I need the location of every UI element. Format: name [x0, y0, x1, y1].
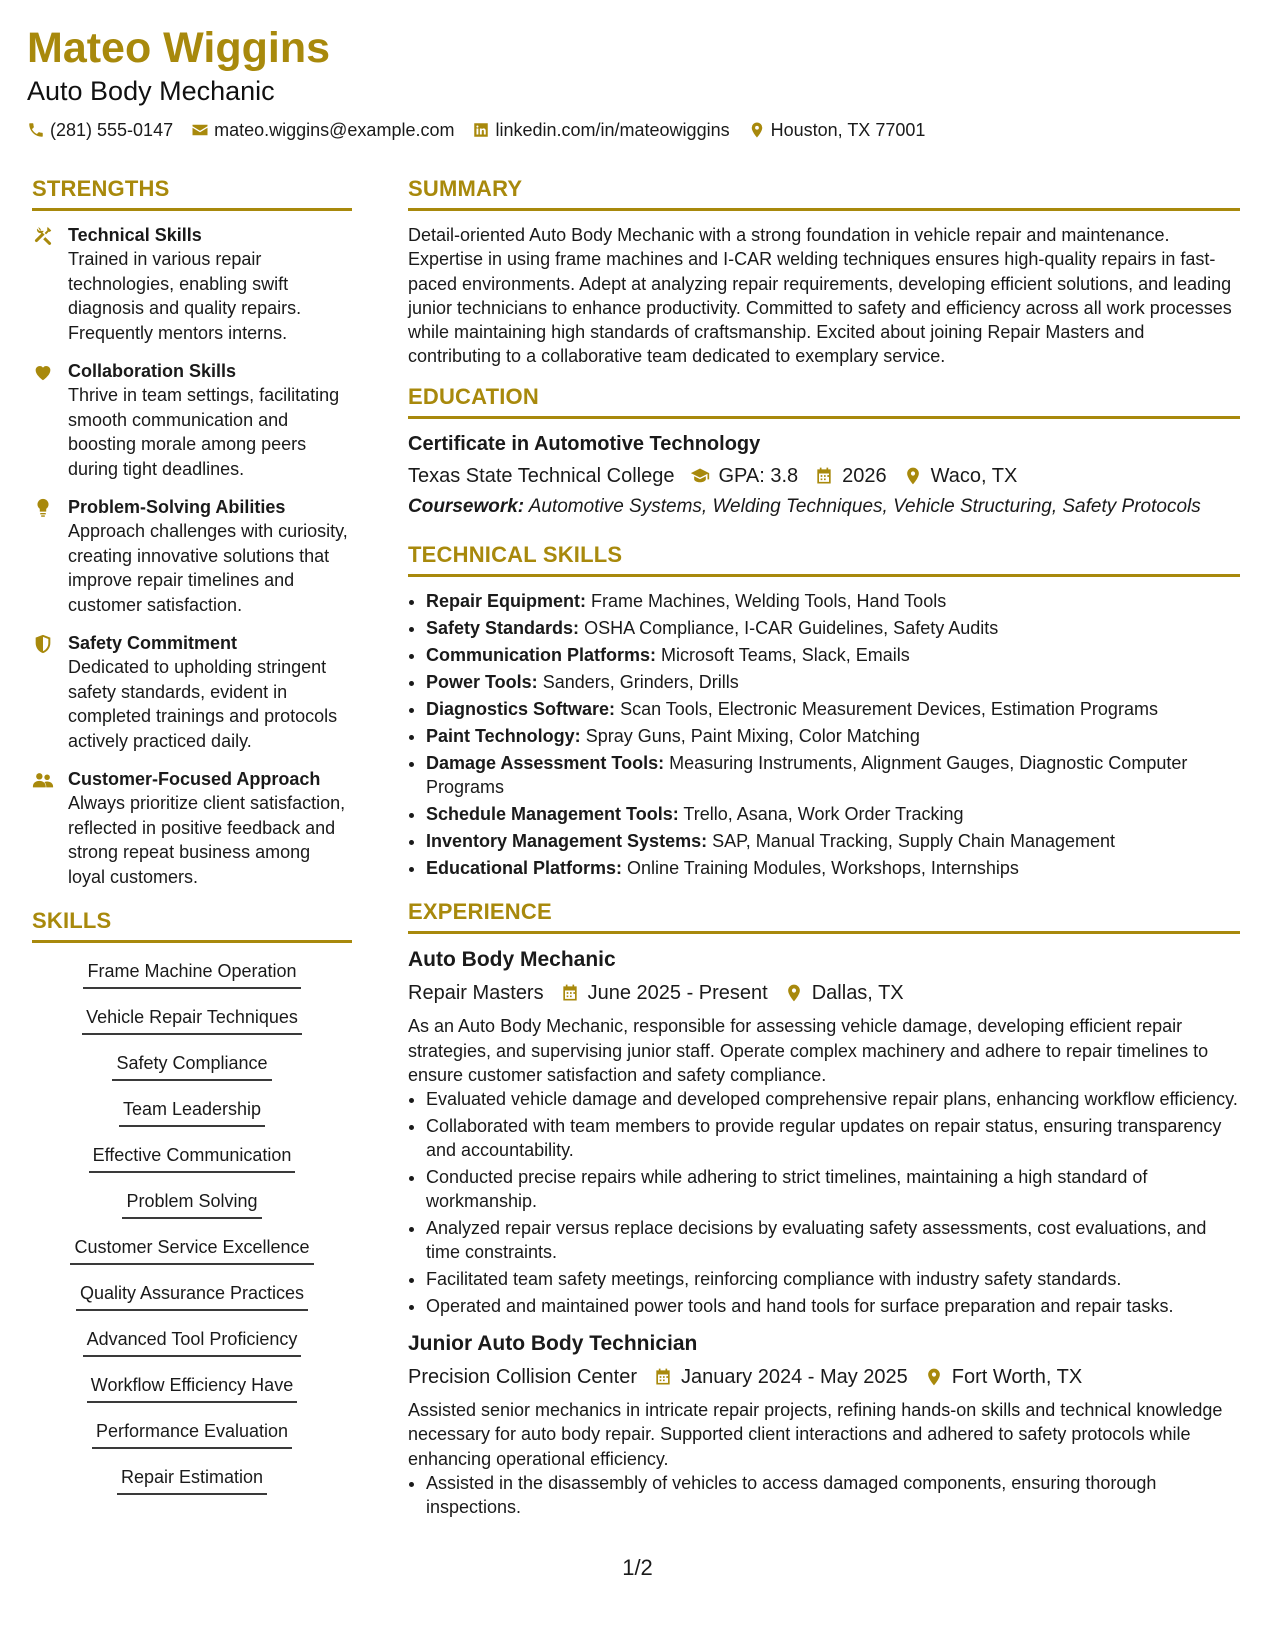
list-item — [426, 589, 1240, 613]
skill-label: Communication Platforms: — [426, 645, 657, 666]
job-entry — [408, 946, 1240, 1318]
strength-item — [32, 631, 352, 753]
edu-school: Texas State Technical College — [408, 464, 675, 487]
calendar-icon — [653, 1367, 673, 1387]
job-location: Dallas, TX — [811, 982, 904, 1005]
skill-label: Safety Standards: — [426, 618, 580, 639]
list-item — [426, 724, 1240, 748]
strength-desc: Approach challenges with curiosity, creating innovative solutions that improve repair timelines and customer satisfaction. — [68, 521, 348, 615]
email-text: mateo.wiggins@example.com — [214, 120, 455, 140]
skill-label: Paint Technology: — [426, 726, 581, 747]
candidate-role: Auto Body Mechanic — [27, 76, 275, 106]
skill-tag: Customer Service Excellence — [70, 1235, 313, 1265]
skill-value: SAP, Manual Tracking, Supply Chain Management — [712, 831, 1116, 852]
strength-title: Technical Skills — [68, 225, 202, 245]
skill-value: Microsoft Teams, Slack, Emails — [661, 645, 910, 666]
strength-item — [32, 359, 352, 481]
list-item: • Assisted in the disassembly of vehicles to access damaged components, ensuring thorough inspections. — [426, 1471, 1240, 1519]
calendar-icon — [814, 466, 834, 486]
users-icon — [32, 769, 54, 791]
skill-value: Online Training Modules, Workshops, Internships — [627, 858, 1019, 879]
skill-tag: Frame Machine Operation — [83, 959, 300, 989]
skill-tag: Repair Estimation — [117, 1465, 267, 1495]
edu-location: Waco, TX — [930, 464, 1018, 487]
left-column — [32, 175, 352, 1511]
job-bullets — [408, 1087, 1240, 1318]
edu-degree: Certificate in Automotive Technology — [408, 432, 761, 455]
skills-heading: SKILLS — [32, 907, 352, 943]
skill-value: Spray Guns, Paint Mixing, Color Matching — [585, 726, 920, 747]
skill-value: Sanders, Grinders, Drills — [542, 672, 739, 693]
strength-item — [32, 495, 352, 617]
skill-tag: Advanced Tool Proficiency — [83, 1327, 302, 1357]
contact-location — [748, 118, 926, 142]
job-meta — [408, 1362, 1240, 1392]
tools-icon — [32, 225, 54, 247]
edu-gpa: GPA: 3.8 — [718, 464, 799, 487]
strength-title: Customer-Focused Approach — [68, 769, 321, 789]
job-title: Junior Auto Body Technician — [408, 1332, 698, 1356]
map-pin-icon — [748, 121, 766, 139]
job-entry — [408, 1330, 1240, 1519]
skill-value: OSHA Compliance, I-CAR Guidelines, Safety Audits — [584, 618, 999, 639]
contact-phone[interactable] — [27, 118, 173, 142]
job-location: Fort Worth, TX — [951, 1366, 1083, 1389]
contact-email[interactable] — [191, 118, 454, 142]
skill-tag: Performance Evaluation — [92, 1419, 292, 1449]
skill-value: Scan Tools, Electronic Measurement Devices, Estimation Programs — [620, 699, 1158, 720]
job-desc: Assisted senior mechanics in intricate repair projects, refining hands-on skills and technical knowledge necessary for auto body repair. Supported client interactions and adhered to safety protocols while enhancing operational efficiency. — [408, 1400, 1223, 1469]
heart-icon — [32, 361, 54, 383]
candidate-name: Mateo Wiggins — [27, 24, 330, 72]
linkedin-text: linkedin.com/in/mateowiggins — [495, 120, 730, 140]
list-item — [426, 616, 1240, 640]
list-item: • Collaborated with team members to provide regular updates on repair status, ensuring transparency and accountability. — [426, 1114, 1240, 1162]
edu-meta — [408, 461, 1240, 491]
technical-skills-list — [408, 589, 1240, 880]
list-item: • Conducted precise repairs while adhering to strict timelines, maintaining a high standard of workmanship. — [426, 1165, 1240, 1213]
skill-tag: Workflow Efficiency Have — [87, 1373, 297, 1403]
job-meta — [408, 978, 1240, 1008]
list-item — [426, 856, 1240, 880]
list-item: • Evaluated vehicle damage and developed comprehensive repair plans, enhancing workflow efficiency. — [426, 1087, 1240, 1111]
lightbulb-icon — [32, 497, 54, 519]
strength-item — [32, 223, 352, 345]
strength-title: Collaboration Skills — [68, 361, 237, 381]
skill-tag: Vehicle Repair Techniques — [82, 1005, 302, 1035]
edu-year: 2026 — [842, 464, 887, 487]
strength-desc: Thrive in team settings, facilitating smooth communication and boosting morale among peers during tight deadlines. — [68, 385, 340, 479]
shield-icon — [32, 633, 54, 655]
experience-heading: EXPERIENCE — [408, 898, 1240, 934]
education-heading: EDUCATION — [408, 383, 1240, 419]
skill-label: Inventory Management Systems: — [426, 831, 708, 852]
edu-coursework — [408, 495, 1240, 520]
skill-label: Diagnostics Software: — [426, 699, 616, 720]
skill-tag: Team Leadership — [119, 1097, 265, 1127]
page-number: 1/2 — [622, 1555, 653, 1580]
job-company: Precision Collision Center — [408, 1366, 637, 1389]
skill-value: Trello, Asana, Work Order Tracking — [683, 804, 964, 825]
skill-label: Educational Platforms: — [426, 858, 623, 879]
strength-desc: Always prioritize client satisfaction, reflected in positive feedback and strong repeat business among loyal customers. — [68, 793, 346, 887]
list-item — [426, 802, 1240, 826]
contact-linkedin[interactable] — [472, 118, 729, 142]
strength-item — [32, 767, 352, 889]
right-column — [408, 175, 1240, 1531]
skill-tag: Quality Assurance Practices — [76, 1281, 308, 1311]
coursework-text: Automotive Systems, Welding Techniques, Vehicle Structuring, Safety Protocols — [528, 495, 1201, 517]
skill-tag: Safety Compliance — [112, 1051, 271, 1081]
technical-skills-heading: TECHNICAL SKILLS — [408, 541, 1240, 577]
coursework-label: Coursework: — [408, 495, 525, 517]
skill-tag: Problem Solving — [122, 1189, 261, 1219]
skill-value: Frame Machines, Welding Tools, Hand Tools — [591, 591, 947, 612]
strengths-heading: STRENGTHS — [32, 175, 352, 211]
job-desc: As an Auto Body Mechanic, responsible for assessing vehicle damage, developing efficient repair strategies, and supervising junior staff. Operate complex machinery and adhere to repair timelines to ensure customer satisfaction and safety compliance. — [408, 1016, 1209, 1085]
strength-title: Problem-Solving Abilities — [68, 497, 286, 517]
list-item — [426, 643, 1240, 667]
list-item — [426, 751, 1240, 799]
map-pin-icon — [784, 983, 804, 1003]
list-item: • Facilitated team safety meetings, reinforcing compliance with industry safety standards. — [426, 1267, 1240, 1291]
job-dates: June 2025 - Present — [587, 982, 768, 1005]
skill-label: Damage Assessment Tools: — [426, 753, 665, 774]
skill-label: Schedule Management Tools: — [426, 804, 679, 825]
skill-value: Measuring Instruments, Alignment Gauges, Diagnostic Computer Programs — [426, 753, 1188, 798]
skill-label: Repair Equipment: — [426, 591, 587, 612]
strength-title: Safety Commitment — [68, 633, 238, 653]
map-pin-icon — [924, 1367, 944, 1387]
location-text: Houston, TX 77001 — [770, 120, 926, 140]
envelope-icon — [191, 121, 209, 139]
job-dates: January 2024 - May 2025 — [680, 1366, 908, 1389]
strength-desc: Dedicated to upholding stringent safety standards, evident in completed trainings and protocols actively practiced daily. — [68, 657, 338, 751]
skill-label: Power Tools: — [426, 672, 538, 693]
skill-tag: Effective Communication — [89, 1143, 296, 1173]
list-item: • Analyzed repair versus replace decisions by evaluating safety assessments, cost evaluations, and time constraints. — [426, 1216, 1240, 1264]
job-title: Auto Body Mechanic — [408, 948, 616, 972]
linkedin-icon — [472, 121, 490, 139]
list-item — [426, 670, 1240, 694]
list-item — [426, 829, 1240, 853]
job-bullets — [408, 1471, 1240, 1519]
graduation-cap-icon — [690, 466, 710, 486]
strength-desc: Trained in various repair technologies, enabling swift diagnosis and quality repairs. Frequently mentors interns. — [68, 249, 302, 343]
contact-bar — [27, 118, 1247, 142]
job-company: Repair Masters — [408, 982, 544, 1005]
phone-icon — [27, 121, 45, 139]
resume-header — [27, 22, 1247, 142]
map-pin-icon — [903, 466, 923, 486]
summary-text: Detail-oriented Auto Body Mechanic with a strong foundation in vehicle repair and maintenance. Expertise in using frame machines and I-CAR welding techniques ensures high-quality repairs in fast-paced environments. Adept at analyzing repair requirements, developing efficient solutions, and leading junior technicians to enhance productivity. Committed to safety and efficiency across all work processes while maintaining high standards of craftsmanship. Excited about joining Repair Masters and contributing to a collaborative team dedicated to exemplary service. — [408, 225, 1232, 367]
calendar-icon — [560, 983, 580, 1003]
list-item: • Operated and maintained power tools and hand tools for surface preparation and repair tasks. — [426, 1294, 1240, 1318]
skills-list — [32, 959, 352, 1511]
list-item — [426, 697, 1240, 721]
phone-text: (281) 555-0147 — [50, 120, 174, 140]
summary-heading: SUMMARY — [408, 175, 1240, 211]
